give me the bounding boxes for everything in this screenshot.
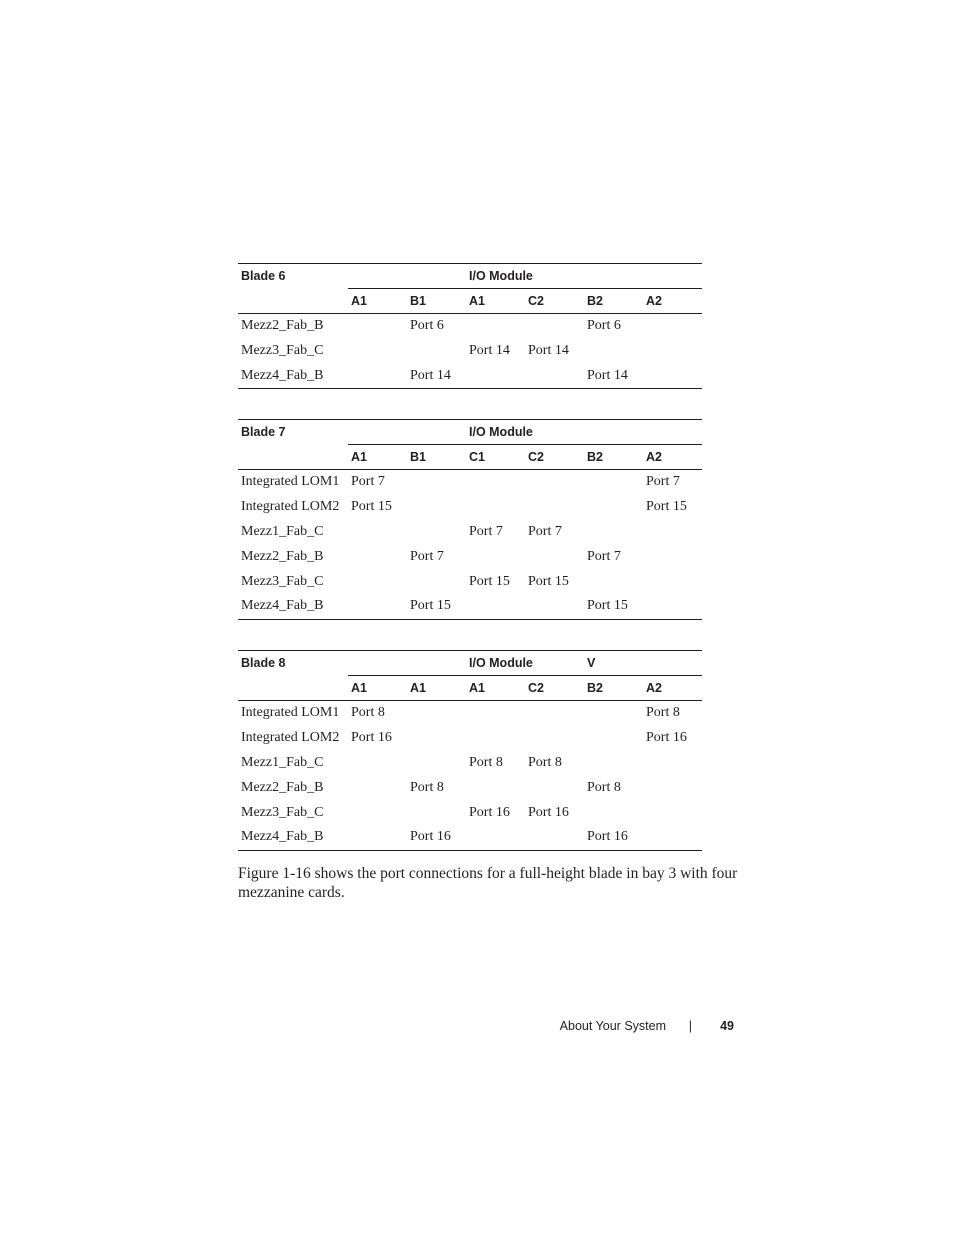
port-cell bbox=[525, 495, 584, 520]
port-cell bbox=[348, 339, 407, 364]
table-header-row bbox=[238, 651, 702, 676]
port-cell bbox=[466, 701, 525, 726]
port-cell: Port 7 bbox=[587, 548, 621, 564]
port-cell bbox=[466, 825, 525, 850]
column-header: A1 bbox=[466, 289, 525, 314]
port-cell bbox=[348, 775, 407, 800]
port-cell: Port 8 bbox=[351, 705, 385, 721]
port-cell bbox=[584, 726, 643, 751]
column-header: A2 bbox=[643, 445, 702, 470]
port-cell bbox=[643, 594, 702, 619]
port-cell bbox=[407, 751, 466, 776]
port-cell bbox=[407, 495, 466, 520]
port-cell bbox=[525, 314, 584, 339]
column-header: B1 bbox=[407, 289, 466, 314]
port-cell bbox=[348, 594, 407, 619]
blade-label: Blade 7 bbox=[238, 420, 348, 445]
port-cell bbox=[525, 701, 584, 726]
port-cell bbox=[584, 800, 643, 825]
port-cell bbox=[643, 825, 702, 850]
port-cell bbox=[407, 701, 466, 726]
port-cell bbox=[466, 775, 525, 800]
column-header: C2 bbox=[525, 676, 584, 701]
port-cell: Port 16 bbox=[407, 825, 466, 850]
column-header: B2 bbox=[584, 445, 643, 470]
column-header: C2 bbox=[525, 445, 584, 470]
port-cell: Port 14 bbox=[528, 343, 569, 359]
column-header: C1 bbox=[466, 445, 525, 470]
io-module-label: I/O Module bbox=[466, 651, 525, 676]
port-cell: Port 7 bbox=[646, 474, 680, 490]
row-label: Integrated LOM1 bbox=[241, 705, 340, 721]
port-cell bbox=[348, 364, 407, 389]
extra-header-label bbox=[584, 264, 643, 289]
port-cell bbox=[348, 544, 407, 569]
row-label: Mezz4_Fab_B bbox=[238, 825, 348, 850]
port-cell bbox=[407, 339, 466, 364]
row-label: Mezz2_Fab_B bbox=[241, 548, 324, 564]
column-header: A2 bbox=[643, 289, 702, 314]
column-header: C2 bbox=[525, 289, 584, 314]
column-header: B1 bbox=[407, 445, 466, 470]
port-cell bbox=[584, 520, 643, 545]
footer-section-title: About Your System bbox=[559, 1019, 666, 1033]
column-header: A1 bbox=[407, 676, 466, 701]
column-header: A1 bbox=[466, 676, 525, 701]
port-cell: Port 15 bbox=[584, 594, 643, 619]
io-module-label: I/O Module bbox=[466, 420, 525, 445]
port-cell bbox=[407, 569, 466, 594]
port-cell bbox=[348, 825, 407, 850]
port-cell bbox=[643, 339, 702, 364]
row-label: Integrated LOM2 bbox=[241, 499, 340, 515]
port-cell bbox=[584, 701, 643, 726]
port-cell bbox=[348, 314, 407, 339]
blade-label: Blade 6 bbox=[238, 264, 348, 289]
port-cell bbox=[643, 544, 702, 569]
port-cell: Port 16 bbox=[528, 804, 569, 820]
column-header: A2 bbox=[643, 676, 702, 701]
column-header-row bbox=[238, 676, 702, 701]
port-cell bbox=[584, 569, 643, 594]
port-cell: Port 8 bbox=[528, 754, 562, 770]
port-cell: Port 16 bbox=[646, 730, 687, 746]
port-cell bbox=[407, 470, 466, 495]
row-label: Mezz3_Fab_C bbox=[241, 573, 324, 589]
extra-header-label: V bbox=[584, 651, 643, 676]
table-row bbox=[238, 544, 702, 569]
port-cell bbox=[584, 751, 643, 776]
port-cell bbox=[643, 569, 702, 594]
port-cell: Port 16 bbox=[584, 825, 643, 850]
port-cell bbox=[525, 775, 584, 800]
port-cell bbox=[348, 800, 407, 825]
column-header: B2 bbox=[584, 289, 643, 314]
port-cell bbox=[525, 544, 584, 569]
table-row bbox=[238, 825, 702, 850]
port-cell bbox=[407, 800, 466, 825]
port-cell: Port 14 bbox=[407, 364, 466, 389]
row-label: Mezz3_Fab_C bbox=[241, 343, 324, 359]
port-cell bbox=[643, 364, 702, 389]
port-cell: Port 14 bbox=[584, 364, 643, 389]
row-label: Mezz2_Fab_B bbox=[241, 779, 324, 795]
column-header: A1 bbox=[348, 445, 407, 470]
port-cell bbox=[643, 800, 702, 825]
port-cell: Port 15 bbox=[407, 594, 466, 619]
row-label: Mezz2_Fab_B bbox=[241, 318, 324, 334]
port-cell: Port 6 bbox=[410, 318, 444, 334]
table-row bbox=[238, 339, 702, 364]
port-cell bbox=[643, 751, 702, 776]
port-cell bbox=[348, 569, 407, 594]
column-header-row bbox=[238, 289, 702, 314]
port-cell: Port 8 bbox=[587, 779, 621, 795]
column-header: A1 bbox=[348, 676, 407, 701]
blade-7-table bbox=[238, 419, 702, 620]
column-header: A1 bbox=[348, 289, 407, 314]
port-cell: Port 14 bbox=[469, 343, 510, 359]
page-number: 49 bbox=[720, 1019, 734, 1033]
table-row bbox=[238, 775, 702, 800]
port-cell bbox=[466, 495, 525, 520]
port-cell bbox=[584, 339, 643, 364]
port-cell bbox=[407, 520, 466, 545]
row-label: Integrated LOM2 bbox=[241, 730, 340, 746]
port-cell bbox=[643, 520, 702, 545]
row-label: Mezz1_Fab_C bbox=[241, 523, 324, 539]
port-cell: Port 6 bbox=[587, 318, 621, 334]
blade-6-table bbox=[238, 263, 702, 389]
table-row bbox=[238, 364, 702, 389]
port-cell bbox=[525, 470, 584, 495]
row-label: Mezz4_Fab_B bbox=[238, 364, 348, 389]
port-cell bbox=[466, 726, 525, 751]
table-row bbox=[238, 800, 702, 825]
blade-label: Blade 8 bbox=[238, 651, 348, 676]
blade-8-table bbox=[238, 650, 702, 851]
port-cell: Port 15 bbox=[646, 499, 687, 515]
port-cell bbox=[348, 751, 407, 776]
port-cell bbox=[584, 495, 643, 520]
port-cell: Port 16 bbox=[469, 804, 510, 820]
port-cell bbox=[525, 825, 584, 850]
port-cell bbox=[525, 726, 584, 751]
table-row bbox=[238, 314, 702, 339]
port-cell: Port 15 bbox=[351, 499, 392, 515]
table-row bbox=[238, 520, 702, 545]
table-row bbox=[238, 495, 702, 520]
port-cell bbox=[466, 594, 525, 619]
port-cell bbox=[466, 544, 525, 569]
port-cell bbox=[407, 726, 466, 751]
port-cell bbox=[466, 364, 525, 389]
footer-separator: | bbox=[688, 1019, 692, 1033]
port-cell bbox=[466, 314, 525, 339]
port-cell: Port 8 bbox=[646, 705, 680, 721]
table-row bbox=[238, 726, 702, 751]
table-row bbox=[238, 594, 702, 619]
port-cell bbox=[525, 364, 584, 389]
port-cell: Port 7 bbox=[351, 474, 385, 490]
port-cell bbox=[525, 594, 584, 619]
port-cell bbox=[466, 470, 525, 495]
table-header-row bbox=[238, 264, 702, 289]
port-cell: Port 15 bbox=[469, 573, 510, 589]
table-header-row bbox=[238, 420, 702, 445]
port-cell: Port 16 bbox=[351, 730, 392, 746]
port-cell bbox=[348, 520, 407, 545]
port-cell bbox=[643, 775, 702, 800]
body-paragraph: Figure 1-16 shows the port connections for a full-height blade in bay 3 with four mezzanine cards. bbox=[238, 865, 738, 901]
row-label: Integrated LOM1 bbox=[241, 474, 340, 490]
row-label: Mezz4_Fab_B bbox=[238, 594, 348, 619]
extra-header-label bbox=[584, 420, 643, 445]
table-row bbox=[238, 470, 702, 495]
port-cell: Port 15 bbox=[528, 573, 569, 589]
port-cell bbox=[584, 470, 643, 495]
port-cell: Port 8 bbox=[469, 754, 503, 770]
row-label: Mezz3_Fab_C bbox=[241, 804, 324, 820]
table-row bbox=[238, 701, 702, 726]
table-row bbox=[238, 751, 702, 776]
port-cell: Port 8 bbox=[410, 779, 444, 795]
port-cell: Port 7 bbox=[528, 523, 562, 539]
port-cell bbox=[643, 314, 702, 339]
column-header-row bbox=[238, 445, 702, 470]
table-row bbox=[238, 569, 702, 594]
column-header: B2 bbox=[584, 676, 643, 701]
io-module-label: I/O Module bbox=[466, 264, 525, 289]
row-label: Mezz1_Fab_C bbox=[241, 754, 324, 770]
port-cell: Port 7 bbox=[469, 523, 503, 539]
port-cell: Port 7 bbox=[410, 548, 444, 564]
